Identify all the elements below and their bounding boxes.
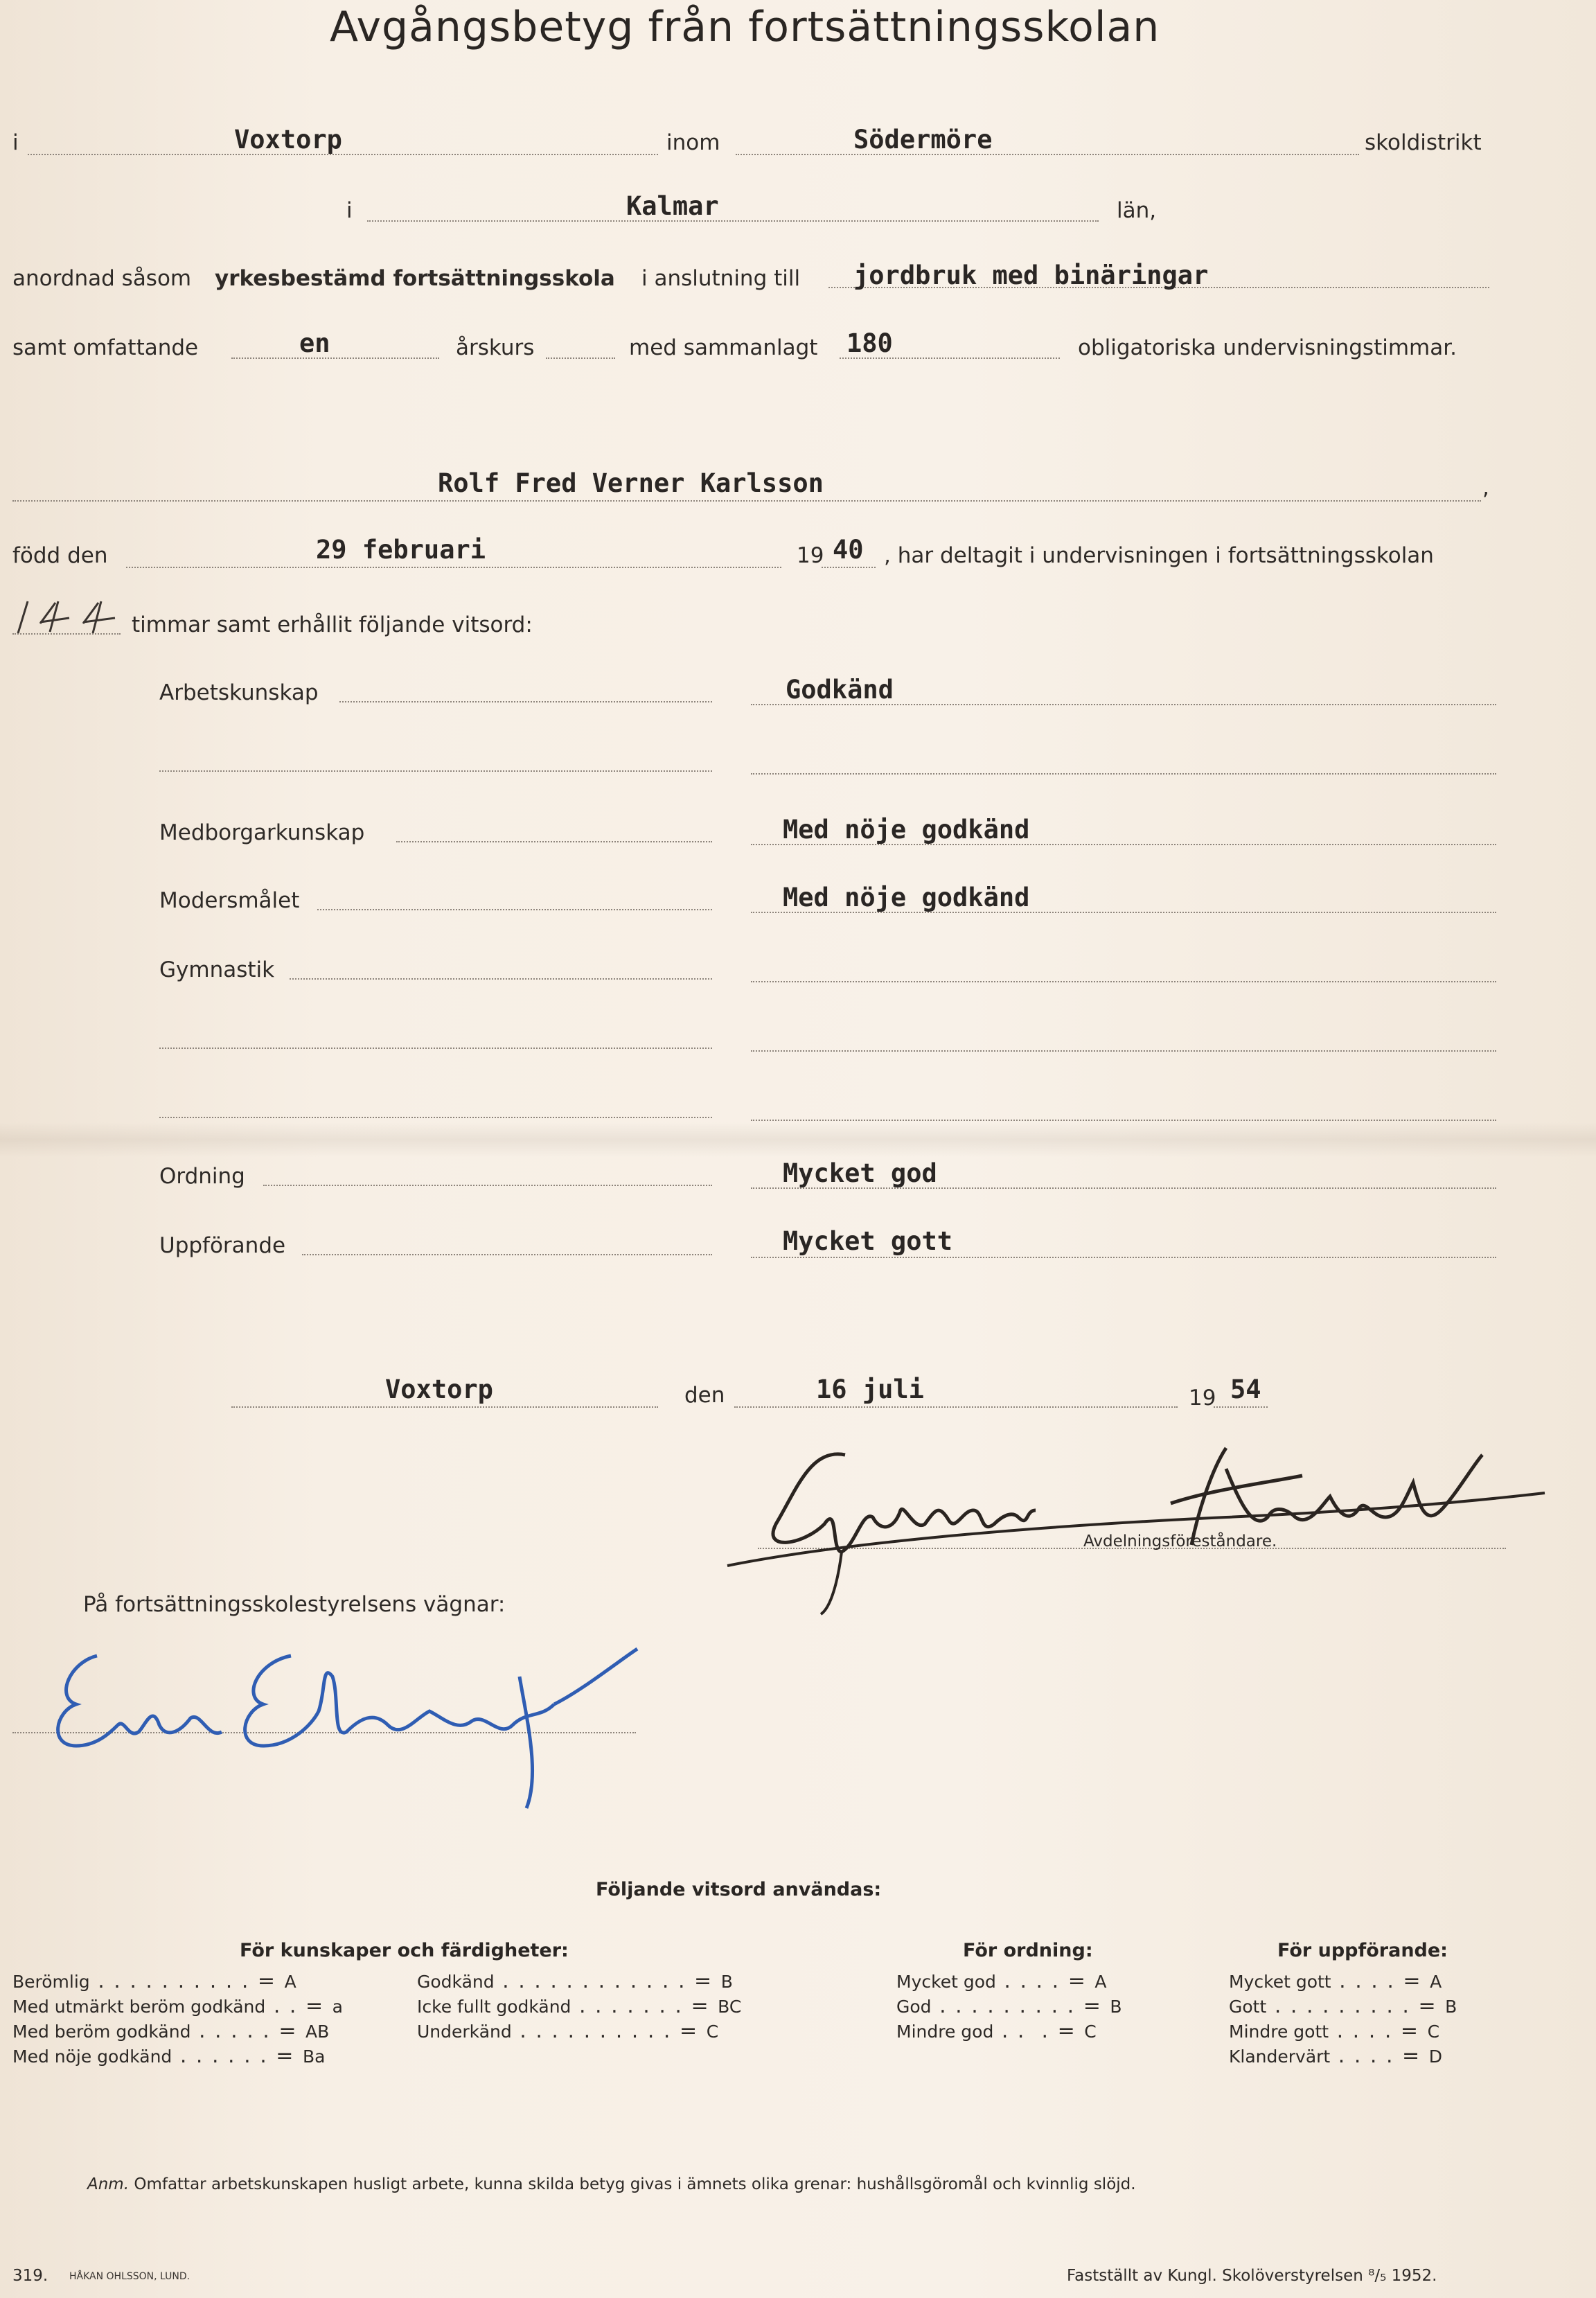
line2-county-dots: [367, 220, 1099, 222]
total-hours: 180: [846, 328, 893, 358]
printer-name: HÅKAN OHLSSON, LUND.: [69, 2271, 190, 2282]
legend-knowledge-item: Med beröm godkänd . . . . . = AB: [12, 2019, 330, 2043]
form-number: 319.: [12, 2267, 48, 2285]
student-name-comma: ,: [1482, 475, 1489, 500]
signature-gunnar-sandstedt: [727, 1406, 1579, 1614]
grade-value-dots: [751, 1050, 1496, 1052]
grade-value: Med nöje godkänd: [783, 883, 1030, 912]
grade-value-dots: [751, 1257, 1496, 1258]
line4-years-dots: [231, 357, 439, 359]
years-label: årskurs: [456, 335, 535, 360]
line1-place-dots: [28, 154, 658, 155]
legend-order-item: Mindre god . . . = C: [896, 2019, 1097, 2043]
birth-suffix: , har deltagit i undervisningen i fortsättningsskolan: [884, 543, 1434, 568]
line4-prefix: samt omfattande: [12, 335, 199, 360]
grade-value: Godkänd: [786, 675, 894, 705]
line3-prefix: anordnad såsom: [12, 266, 192, 291]
dateline-date: 16 juli: [816, 1375, 924, 1404]
grade-subject-dots: [159, 1117, 712, 1118]
grade-subject-dots: [396, 841, 712, 842]
dateline-den: den: [684, 1383, 725, 1408]
county: Kalmar: [626, 191, 719, 221]
legend-order-item: God . . . . . . . . . = B: [896, 1994, 1122, 2018]
line4-gap-dots: [546, 357, 615, 359]
legend-conduct-heading: För uppförande:: [1277, 1940, 1448, 1961]
grade-subject-dots: [317, 909, 712, 910]
dateline-century: 19: [1189, 1386, 1216, 1411]
dateline-place: Voxtorp: [385, 1375, 493, 1404]
line3-mid: i anslutning till: [641, 266, 801, 291]
grade-subject: Ordning: [159, 1164, 245, 1189]
birth-century: 19: [797, 543, 824, 568]
legend-knowledge-heading: För kunskaper och färdigheter:: [240, 1940, 569, 1961]
line4-mid: med sammanlagt: [629, 335, 818, 360]
grade-subject-dots: [339, 701, 712, 702]
footnote: Anm. Omfattar arbetskunskapen husligt arbete, kunna skilda betyg givas i ämnets olika grenar: hushållsgöromål och kvinnlig slöjd.: [87, 2175, 1136, 2193]
grade-value: Med nöje godkänd: [783, 815, 1030, 845]
grade-value-dots: [751, 1120, 1496, 1121]
legend-knowledge-item: Godkänd . . . . . . . . . . . . = B: [417, 1969, 733, 1993]
legend-conduct-item: Gott . . . . . . . . . = B: [1229, 1994, 1457, 2018]
grade-subject: Arbetskunskap: [159, 680, 319, 705]
line1-suffix: skoldistrikt: [1365, 130, 1482, 155]
dateline-year: 54: [1230, 1375, 1261, 1404]
birth-date: 29 februari: [316, 535, 486, 565]
grade-subject: Modersmålet: [159, 888, 300, 913]
legend-conduct-item: Mindre gott . . . . = C: [1229, 2019, 1440, 2043]
line1-prefix: i: [12, 130, 19, 155]
line2-prefix: i: [346, 198, 353, 223]
line4-suffix: obligatoriska undervisningstimmar.: [1078, 335, 1457, 360]
document-title: Avgångsbetyg från fortsättningsskolan: [330, 3, 1160, 51]
legend-knowledge-item: Med nöje godkänd . . . . . . = Ba: [12, 2044, 326, 2068]
grade-value-dots: [751, 773, 1496, 775]
grade-value: Mycket god: [783, 1158, 937, 1188]
grade-value-dots: [751, 981, 1496, 982]
line1-district-dots: [736, 154, 1359, 155]
legend-knowledge-item: Med utmärkt beröm godkänd . . = a: [12, 1994, 343, 2018]
grade-value: Mycket gott: [783, 1226, 953, 1256]
board-label: På fortsättningsskolestyrelsens vägnar:: [83, 1592, 506, 1617]
legend-order-item: Mycket god . . . . = A: [896, 1969, 1107, 1993]
school-district: Södermöre: [853, 125, 993, 154]
legend-knowledge-item: Underkänd . . . . . . . . . . = C: [417, 2019, 719, 2043]
legend-knowledge-item: Berömlig . . . . . . . . . . = A: [12, 1969, 296, 1993]
grade-subject-dots: [263, 1185, 712, 1186]
birth-date-dots: [126, 567, 781, 568]
birth-year: 40: [833, 535, 864, 565]
grade-subject: Medborgarkunskap: [159, 820, 365, 845]
legend-conduct-item: Mycket gott . . . . = A: [1229, 1969, 1442, 1993]
school-place: Voxtorp: [234, 125, 342, 154]
legend-heading: Följande vitsord användas:: [596, 1879, 882, 1900]
grade-subject-dots: [159, 770, 712, 772]
grade-subject: Gymnastik: [159, 957, 275, 982]
signature1-role: Avdelningsföreståndare.: [1083, 1532, 1277, 1550]
legend-conduct-item: Klandervärt . . . . = D: [1229, 2044, 1442, 2068]
attended-hours-handwriting: [12, 597, 123, 639]
school-type: yrkesbestämd fortsättningsskola: [215, 266, 615, 291]
grade-subject-dots: [290, 978, 712, 980]
line2-suffix: län,: [1117, 198, 1157, 223]
years-count: en: [299, 328, 330, 358]
grade-subject: Uppförande: [159, 1233, 286, 1258]
birth-prefix: född den: [12, 543, 108, 568]
line1-inom: inom: [666, 130, 720, 155]
legend-order-heading: För ordning:: [963, 1940, 1093, 1961]
legend-knowledge-item: Icke fullt godkänd . . . . . . . = BC: [417, 1994, 742, 2018]
grade-subject-dots: [159, 1048, 712, 1049]
dateline-place-dots: [231, 1406, 658, 1408]
student-name: Rolf Fred Verner Karlsson: [438, 468, 824, 498]
student-name-dots: [12, 500, 1481, 502]
signature-eric-elmqvist: [42, 1635, 665, 1815]
attendance-text: timmar samt erhållit följande vitsord:: [132, 612, 533, 637]
branch: jordbruk med binäringar: [853, 260, 1209, 290]
grade-subject-dots: [302, 1254, 712, 1255]
birth-year-dots: [822, 567, 876, 568]
approval-note: Fastställt av Kungl. Skolöverstyrelsen ⁸/₅ 1952.: [1067, 2267, 1437, 2285]
